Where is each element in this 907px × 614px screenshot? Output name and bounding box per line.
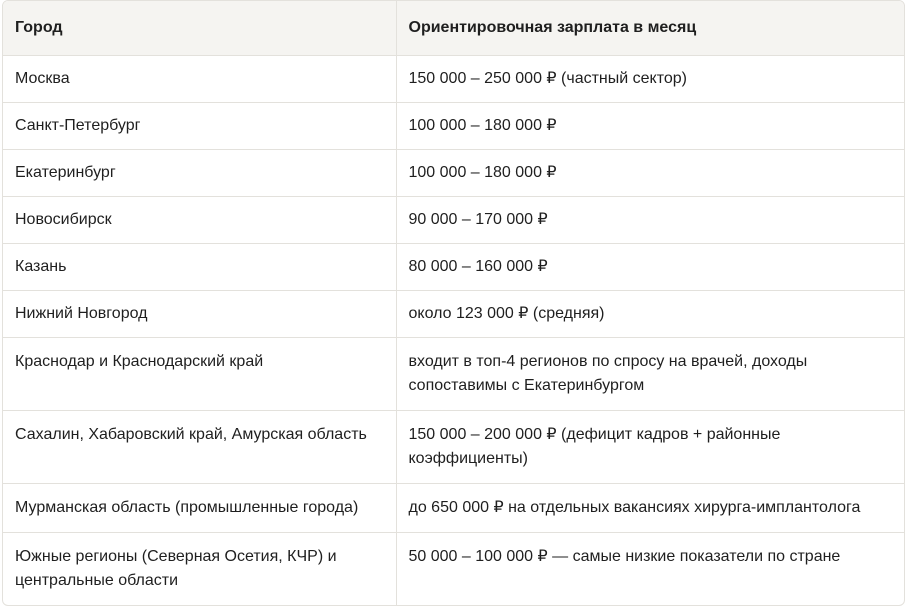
table-row (3, 243, 904, 290)
salary-cell: 50 000 – 100 000 ₽ — самые низкие показатели по стране (396, 532, 904, 605)
salary-cell: входит в топ-4 регионов по спросу на врачей, доходы сопоставимы с Екатеринбургом (396, 337, 904, 410)
salary-cell: 100 000 – 180 000 ₽ (396, 102, 904, 149)
salary-table-container (2, 0, 905, 606)
city-cell: Южные регионы (Северная Осетия, КЧР) и центральные области (3, 532, 396, 605)
city-cell: Краснодар и Краснодарский край (3, 337, 396, 410)
table-row (3, 290, 904, 337)
table-row (3, 149, 904, 196)
table-row (3, 102, 904, 149)
city-cell: Новосибирск (3, 196, 396, 243)
table-row (3, 410, 904, 483)
salary-cell: до 650 000 ₽ на отдельных вакансиях хирурга-имплантолога (396, 483, 904, 532)
city-cell: Москва (3, 55, 396, 102)
city-cell: Казань (3, 243, 396, 290)
salary-cell: около 123 000 ₽ (средняя) (396, 290, 904, 337)
city-cell: Сахалин, Хабаровский край, Амурская область (3, 410, 396, 483)
salary-cell: 80 000 – 160 000 ₽ (396, 243, 904, 290)
header-row (3, 1, 904, 55)
city-cell: Мурманская область (промышленные города) (3, 483, 396, 532)
salary-cell: 100 000 – 180 000 ₽ (396, 149, 904, 196)
salary-cell: 150 000 – 200 000 ₽ (дефицит кадров + районные коэффициенты) (396, 410, 904, 483)
salary-table (3, 1, 904, 605)
table-body (3, 55, 904, 605)
table-row (3, 55, 904, 102)
city-cell: Санкт-Петербург (3, 102, 396, 149)
city-cell: Нижний Новгород (3, 290, 396, 337)
table-row (3, 196, 904, 243)
header-city: Город (3, 1, 396, 55)
table-row (3, 337, 904, 410)
salary-cell: 90 000 – 170 000 ₽ (396, 196, 904, 243)
table-header (3, 1, 904, 55)
table-row (3, 483, 904, 532)
salary-cell: 150 000 – 250 000 ₽ (частный сектор) (396, 55, 904, 102)
header-salary: Ориентировочная зарплата в месяц (396, 1, 904, 55)
table-row (3, 532, 904, 605)
city-cell: Екатеринбург (3, 149, 396, 196)
